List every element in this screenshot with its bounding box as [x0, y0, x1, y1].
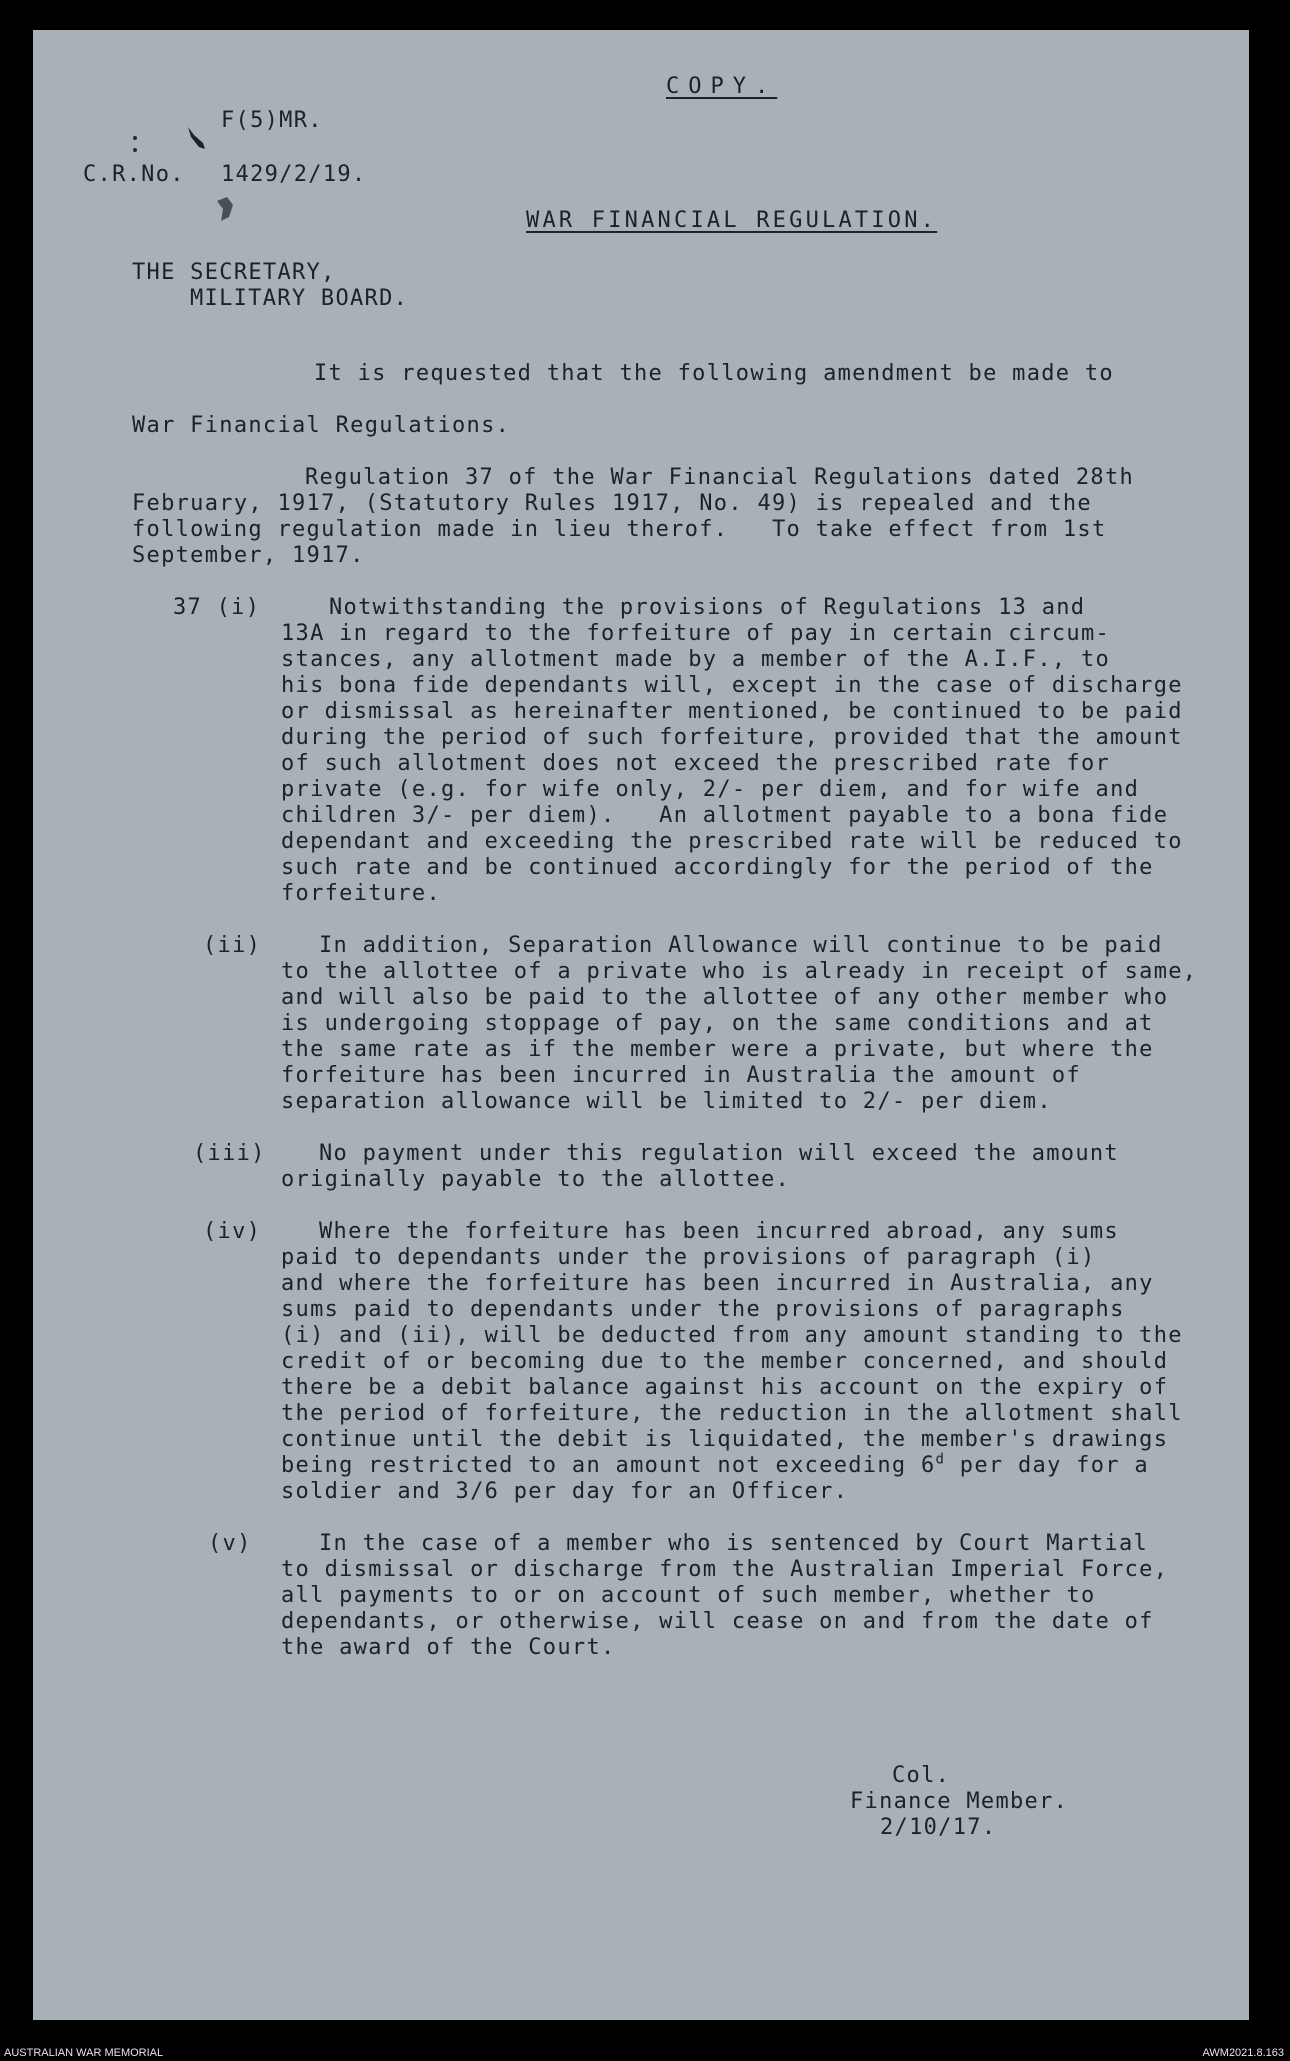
clause-line: the period of forfeiture, the reduction in the allotment shall — [281, 1401, 1183, 1426]
clause-number: 37 (i) — [173, 595, 261, 620]
clause-line: paid to dependants under the provisions of paragraph (i) — [281, 1245, 1096, 1270]
clause-line: forfeiture has been incurred in Australia the amount of — [281, 1063, 1081, 1088]
clause-line: Where the forfeiture has been incurred abroad, any sums — [319, 1219, 1119, 1244]
clause-line: forfeiture. — [281, 881, 441, 906]
intro-line-2: War Financial Regulations. — [132, 413, 511, 438]
clause-line-with-superscript — [281, 1453, 1149, 1479]
clause-line: dependants, or otherwise, will cease on and from the date of — [281, 1609, 1154, 1634]
signature-date: 2/10/17. — [880, 1815, 997, 1840]
preamble-line: September, 1917. — [132, 543, 365, 568]
clause-line: and will also be paid to the allottee of any other member who — [281, 985, 1169, 1010]
signature-rank: Col. — [892, 1763, 951, 1788]
preamble-line: following regulation made in lieu therof. To take effect from 1st — [132, 517, 1107, 542]
clause-line: originally payable to the allottee. — [281, 1167, 791, 1192]
clause-line: to the allottee of a private who is already in receipt of same, — [281, 959, 1198, 984]
clause-line: (i) and (ii), will be deducted from any amount standing to the — [281, 1323, 1183, 1348]
copy-label: COPY. — [666, 74, 778, 99]
document-title: WAR FINANCIAL REGULATION. — [526, 208, 938, 233]
clause-number: (v) — [208, 1531, 252, 1556]
clause-line: stances, any allotment made by a member of the A.I.F., to — [281, 647, 1111, 672]
clause-line: Notwithstanding the provisions of Regulations 13 and — [329, 595, 1086, 620]
clause-line: or dismissal as hereinafter mentioned, be continued to be paid — [281, 699, 1183, 724]
clause-line: the award of the Court. — [281, 1635, 616, 1660]
clause-line: soldier and 3/6 per day for an Officer. — [281, 1479, 849, 1504]
clause-line: sums paid to dependants under the provisions of paragraphs — [281, 1297, 1125, 1322]
clause-line: during the period of such forfeiture, provided that the amount — [281, 725, 1183, 750]
clause-line: such rate and be continued accordingly for the period of the — [281, 855, 1154, 880]
clause-line: continue until the debit is liquidated, the member's drawings — [281, 1427, 1169, 1452]
cr-number-label: C.R.No. — [83, 162, 185, 187]
clause-number: (iv) — [203, 1219, 262, 1244]
clause-line: and where the forfeiture has been incurred in Australia, any — [281, 1271, 1154, 1296]
clause-line: all payments to or on account of such member, whether to — [281, 1583, 1096, 1608]
pence-superscript: d — [935, 1451, 946, 1468]
clause-line: to dismissal or discharge from the Australian Imperial Force, — [281, 1557, 1169, 1582]
clause-line: dependant and exceeding the prescribed rate will be reduced to — [281, 829, 1183, 854]
clause-line: is undergoing stoppage of pay, on the same conditions and at — [281, 1011, 1154, 1036]
ink-mark-icon — [185, 125, 207, 153]
document-page — [33, 30, 1249, 2020]
clause-number: (ii) — [203, 933, 262, 958]
clause-line: children 3/- per diem). An allotment payable to a bona fide — [281, 803, 1169, 828]
clause-line: his bona fide dependants will, except in the case of discharge — [281, 673, 1183, 698]
file-reference: F(5)MR. — [221, 108, 323, 133]
preamble-line: Regulation 37 of the War Financial Regulations dated 28th — [305, 465, 1135, 490]
clause-line: credit of or becoming due to the member concerned, and should — [281, 1349, 1169, 1374]
clause-line: the same rate as if the member were a private, but where the — [281, 1037, 1154, 1062]
signature-title: Finance Member. — [850, 1789, 1069, 1814]
preamble-line: February, 1917, (Statutory Rules 1917, No. 49) is repealed and the — [132, 491, 1092, 516]
clause-line: of such allotment does not exceed the prescribed rate for — [281, 751, 1111, 776]
cr-number-value: 1429/2/19. — [221, 162, 367, 187]
addressee-line-2: MILITARY BOARD. — [190, 286, 409, 311]
clause-number: (iii) — [193, 1141, 266, 1166]
clause-line: No payment under this regulation will exceed the amount — [319, 1141, 1119, 1166]
footer-right-caption: AWM2021.8.163 — [1202, 2047, 1284, 2059]
intro-line-1: It is requested that the following amendment be made to — [314, 361, 1114, 386]
clause-line: In the case of a member who is sentenced by Court Martial — [319, 1531, 1149, 1556]
addressee-line-1: THE SECRETARY, — [132, 260, 336, 285]
clause-line: In addition, Separation Allowance will continue to be paid — [319, 933, 1163, 958]
footer-left-caption: AUSTRALIAN WAR MEMORIAL — [4, 2047, 164, 2059]
punch-hole-marks — [132, 134, 138, 164]
clause-text: being restricted to an amount not exceeding 6 — [281, 1453, 936, 1478]
clause-line: private (e.g. for wife only, 2/- per diem, and for wife and — [281, 777, 1140, 802]
clause-text: per day for a — [945, 1453, 1149, 1478]
smudge-mark-icon — [213, 195, 239, 225]
clause-line: there be a debit balance against his account on the expiry of — [281, 1375, 1169, 1400]
clause-line: separation allowance will be limited to 2/- per diem. — [281, 1089, 1052, 1114]
clause-line: 13A in regard to the forfeiture of pay in certain circum- — [281, 621, 1111, 646]
